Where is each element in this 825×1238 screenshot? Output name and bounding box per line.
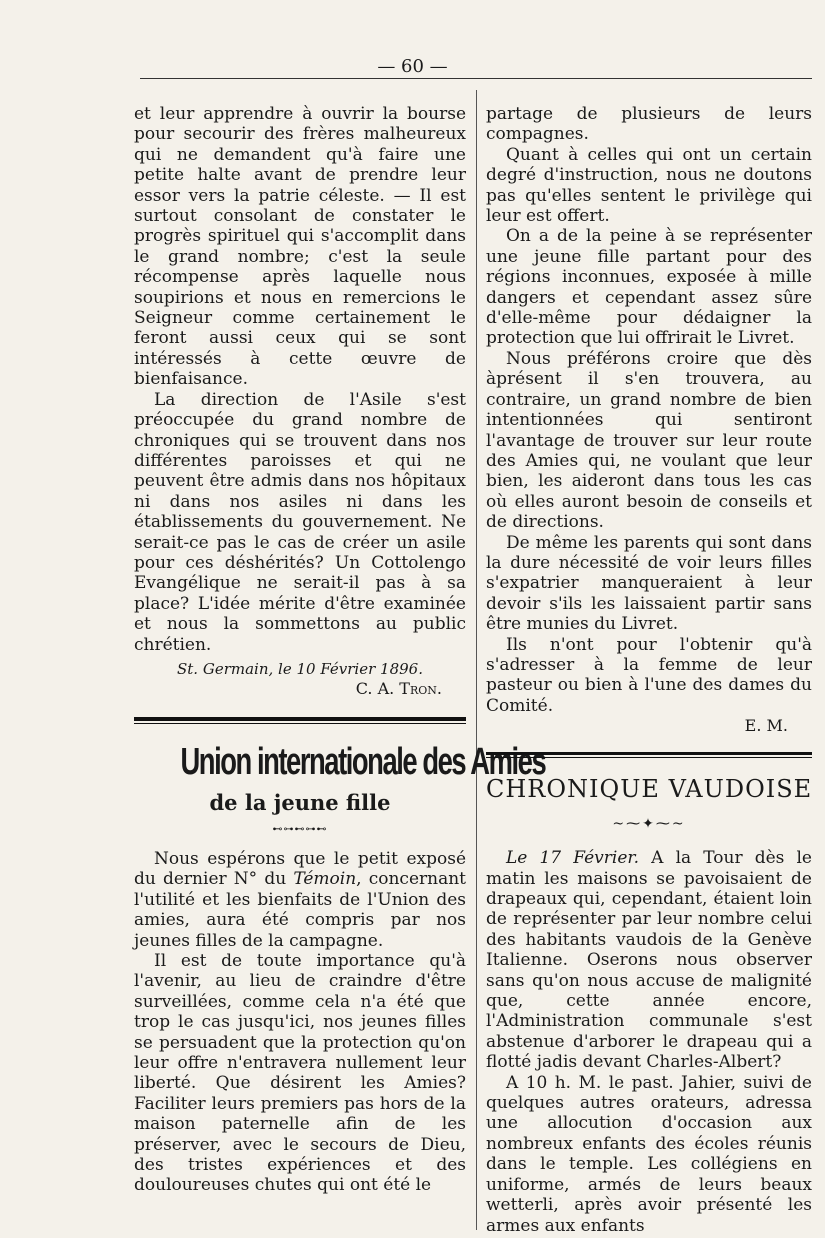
signoff-place: St. Germain, le 10 Février 1896.	[177, 659, 423, 678]
article-title: Union internationale des Amies	[180, 740, 546, 783]
right-column	[486, 104, 812, 1236]
signoff-author: C. A. Tron.	[355, 678, 442, 698]
asylum-paragraph-1: et leur apprendre à ouvrir la bourse pour secourir des frères malheureux qui ne demandent qu'à faire une petite halte avant de prendre leur essor vers la patrie céleste. — Il est surtout consolant de constater le progrès spirituel qui s'accomplit dans le grand nombre; c'est la seule récompense après laquelle nous soupirions et nous en remercions le Seigneur comme certainement le feront aussi ceux qui se sont intéressés à cette œuvre de bienfaisance.	[134, 104, 466, 390]
chronique-date: Le 17 Février.	[506, 848, 640, 869]
article-separator	[134, 717, 466, 724]
section-title: CHRONIQUE VAUDOISE	[486, 775, 813, 804]
asylum-paragraph-2: La direction de l'Asile s'est préoccupée du grand nombre de chroniques qui se trouvent dans nos différentes paroisses et qui ne peuvent être admis dans nos hôpitaux ni dans nos asiles ni dans les établissements du gouvernement. Ne serait-ce pas le cas de créer un asile pour ces déshérités? Un Cottolengo Evangélique ne serait-il pas à sa place? L'idée mérite d'être examinée et nous la sommettons au public chrétien.	[134, 389, 466, 655]
article-paragraph-4: Quant à celles qui ont un certain degré d'instruction, nous ne doutons pas qu'elles sentent le privilège qui leur est offert.	[486, 144, 812, 227]
article-paragraph-2: Il est de toute importance qu'à l'avenir, au lieu de craindre d'être surveillées, comme cela n'a été que trop le cas jusqu'ici, nos jeunes filles se persuadent que la protection qu'on leur offre n'entravera nullement leur liberté. Que désirent les Amies? Faciliter leurs premiers pas hors de la maison paternelle afin de les préserver, avec le secours de Dieu, des tristes expériences et des douloureuses chutes qui ont été le	[134, 951, 466, 1196]
chronique-paragraph-1	[486, 848, 812, 1072]
left-column	[134, 104, 546, 1196]
article-paragraph-3: partage de plusieurs de leurs compagnes.	[486, 104, 812, 145]
article-paragraph-1-end: , concernant l'utilité et les bienfaits de l'Union des amies, aura été compris par nos jeunes filles de la campagne.	[134, 869, 466, 951]
newspaper-title: Témoin	[293, 869, 357, 890]
ornament-divider: ⊷⊶⊷⊶⊷	[272, 823, 328, 835]
column-divider	[476, 90, 477, 1230]
header-rule	[140, 78, 812, 79]
article-paragraph-1-start: Nous espérons que le petit exposé du dernier N° du	[134, 848, 466, 890]
page-number: — 60 —	[377, 56, 448, 77]
section-separator	[486, 752, 812, 758]
section-ornament: ~⁓✦⁓~	[612, 816, 686, 833]
chronique-paragraph-2: A 10 h. M. le past. Jahier, suivi de quelques autres orateurs, adressa une allocution d'occasion aux nombreux enfants des écoles réunis dans le temple. Les collégiens en uniforme, armés de leurs beaux wetterli, après avoir présenté les armes aux enfants	[486, 1072, 812, 1236]
chronique-paragraph-1-text: A la Tour dès le matin les maisons se pavoisaient de drapeaux qui, cependant, étaient loin de représenter par leur nombre celui des habitants vaudois de la Genève Italienne. Oserons nous observer sans qu'on nous accuse de malignité que, cette année encore, l'Administration communale s'est abstenue d'arborer le drapeau qui a flotté jadis devant Charles-Albert?	[486, 848, 812, 1073]
article-signoff: E. M.	[744, 716, 788, 736]
article-paragraph-1	[134, 849, 466, 951]
article-paragraph-6: Nous préférons croire que dès àprésent il s'en trouvera, au contraire, un grand nombre de bien intentionnées qui sentiront l'avantage de trouver sur leur route des Amies qui, ne voulant que leur bien, les aideront dans tous les cas où elles auront besoin de conseils et de directions.	[486, 348, 812, 533]
article-paragraph-8: Ils n'ont pour l'obtenir qu'à s'adresser à la femme de leur pasteur ou bien à l'une des dames du Comité.	[486, 634, 812, 716]
article-subtitle: de la jeune fille	[209, 789, 391, 815]
article-paragraph-7: De même les parents qui sont dans la dure nécessité de voir leurs filles s'expatrier manqueraient à leur devoir s'ils les laissaient partir sans être munies du Livret.	[486, 532, 812, 635]
signoff-name	[134, 679, 466, 699]
article-paragraph-5: On a de la peine à se représenter une jeune fille partant pour des régions inconnues, exposée à mille dangers et cependant assez sûre d'elle-même pour dédaigner la protection que lui offrirait le Livret.	[486, 226, 812, 349]
